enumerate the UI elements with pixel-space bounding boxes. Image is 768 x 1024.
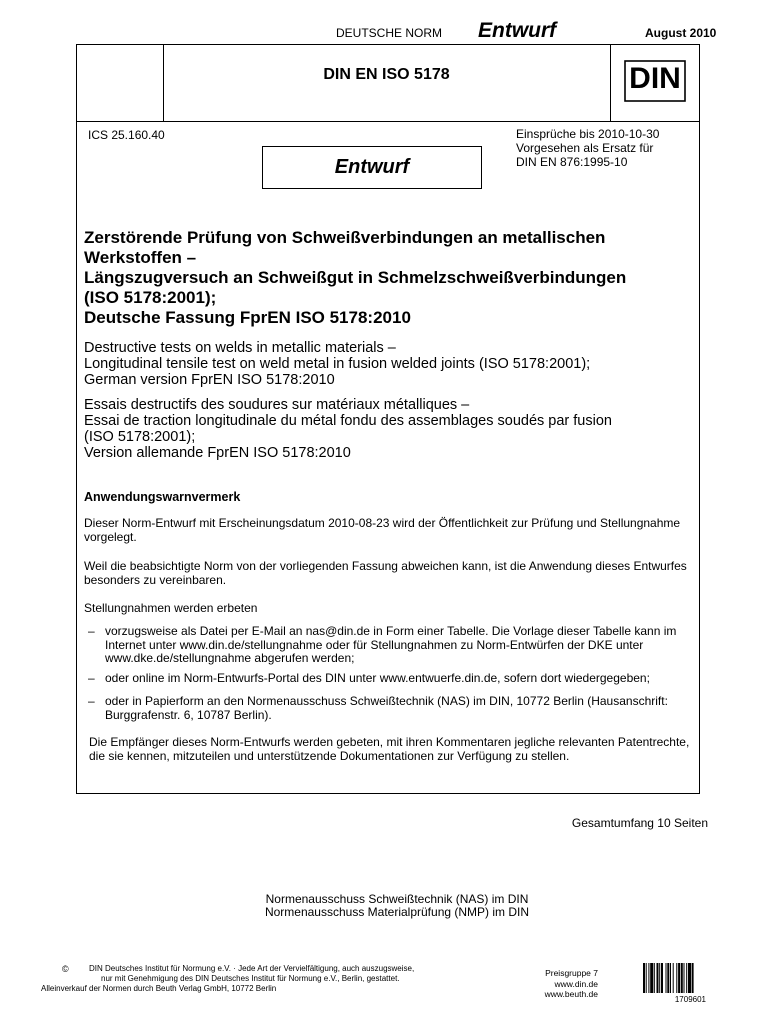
norm-type-label: DEUTSCHE NORM [336, 26, 443, 40]
title-english [84, 340, 694, 388]
draft-label: Entwurf [478, 19, 557, 42]
title-fr-line: Version allemande FprEN ISO 5178:2010 [84, 445, 351, 461]
beuth-website: www.beuth.de [544, 989, 598, 999]
list-item [88, 625, 700, 666]
bullet-dash: – [88, 624, 95, 638]
title-de-line: Deutsche Fassung FprEN ISO 5178:2010 [84, 308, 411, 327]
title-en-line: Destructive tests on welds in metallic materials – [84, 340, 396, 356]
replaced-standard: DIN EN 876:1995-10 [516, 155, 628, 169]
bullet-text: oder in Papierform an den Normenausschuss Schweißtechnik (NAS) im DIN, 10772 Berlin (Hausanschrift: Burggrafenstr. 6, 10787 Berlin). [105, 694, 668, 722]
bullet-dash: – [88, 671, 95, 685]
total-pages: Gesamtumfang 10 Seiten [571, 816, 708, 830]
copyright-notice [41, 964, 469, 994]
ics-code: ICS 25.160.40 [88, 128, 165, 142]
bullet-dash: – [88, 694, 95, 708]
copyright-line: nur mit Genehmigung des DIN Deutsches Institut für Normung e.V., Berlin, gestattet. [101, 974, 400, 983]
title-fr-line: Essai de traction longitudinale du métal fondu des assemblages soudés par fusion [84, 413, 612, 429]
title-de-line: Längszugversuch an Schweißgut in Schmelzschweißverbindungen [84, 268, 627, 287]
warning-paragraph-2: Weil die beabsichtigte Norm von der vorliegenden Fassung abweichen kann, ist die Anwendung dieses Entwurfes besonders zu vereinbaren. [84, 559, 687, 587]
copyright-symbol: © [62, 964, 69, 974]
barcode-icon [643, 963, 706, 993]
title-de-line: Werkstoffen – [84, 248, 197, 267]
copyright-line: Alleinverkauf der Normen durch Beuth Verlag GmbH, 10772 Berlin [41, 984, 277, 993]
publication-date: August 2010 [645, 26, 717, 40]
din-website: www.din.de [554, 978, 598, 989]
header-divider [76, 121, 700, 122]
replacement-info [516, 127, 659, 169]
patent-notice: Die Empfänger dieses Norm-Entwurfs werden gebeten, mit ihren Kommentaren jegliche relevanten Patentrechte, die sie kennen, mitzuteilen und unterstützende Dokumentationen zur Verfügung zu stellen. [89, 735, 690, 763]
comments-requested: Stellungnahmen werden erbeten [84, 601, 258, 615]
committee-line: Normenausschuss Schweißtechnik (NAS) im DIN [265, 892, 529, 906]
list-item [88, 695, 700, 722]
price-info [520, 968, 598, 1000]
standard-number: DIN EN ISO 5178 [323, 66, 450, 83]
warning-paragraph-1: Dieser Norm-Entwurf mit Erscheinungsdatum 2010-08-23 wird der Öffentlichkeit zur Prüfung und Stellungnahme vorgelegt. [84, 516, 681, 544]
price-group: Preisgruppe 7 [545, 968, 598, 978]
committees [200, 893, 594, 919]
title-de-line: Zerstörende Prüfung von Schweißverbindungen an metallischen [84, 228, 606, 247]
din-logo-text: DIN [629, 62, 681, 95]
committee-line: Normenausschuss Materialprüfung (NMP) im DIN [264, 905, 530, 919]
din-logo [624, 60, 686, 102]
list-item [88, 672, 700, 686]
title-en-line: German version FprEN ISO 5178:2010 [84, 372, 335, 388]
title-french [84, 397, 694, 461]
copyright-line: DIN Deutsches Institut für Normung e.V. · Jede Art der Vervielfältigung, auch auszugsweise, [89, 964, 415, 973]
title-de-line: (ISO 5178:2001); [84, 288, 217, 307]
objection-deadline: Einsprüche bis 2010-10-30 [516, 127, 660, 141]
title-fr-line: Essais destructifs des soudures sur matériaux métalliques – [84, 397, 470, 413]
title-german [84, 228, 694, 328]
draft-box: Entwurf [262, 146, 482, 189]
bullet-text: oder online im Norm-Entwurfs-Portal des DIN unter www.entwuerfe.din.de, sofern dort wiedergegeben; [105, 671, 650, 685]
header-divider-right [610, 44, 611, 121]
bullet-text: vorzugsweise als Datei per E-Mail an nas@din.de in Form einer Tabelle. Die Vorlage dieser Tabelle kann im Internet unter www.din.de/stellungnahme oder für Stellungnahmen zu Norm-Entwürfen der DKE unter www.dke.de/stellungnahme abgerufen werden; [105, 624, 677, 665]
title-fr-line: (ISO 5178:2001); [84, 429, 196, 445]
replacement-label: Vorgesehen als Ersatz für [516, 141, 654, 155]
barcode-number: 1709601 [674, 995, 706, 1004]
title-en-line: Longitudinal tensile test on weld metal in fusion welded joints (ISO 5178:2001); [84, 356, 591, 372]
warning-heading: Anwendungswarnvermerk [84, 490, 241, 504]
